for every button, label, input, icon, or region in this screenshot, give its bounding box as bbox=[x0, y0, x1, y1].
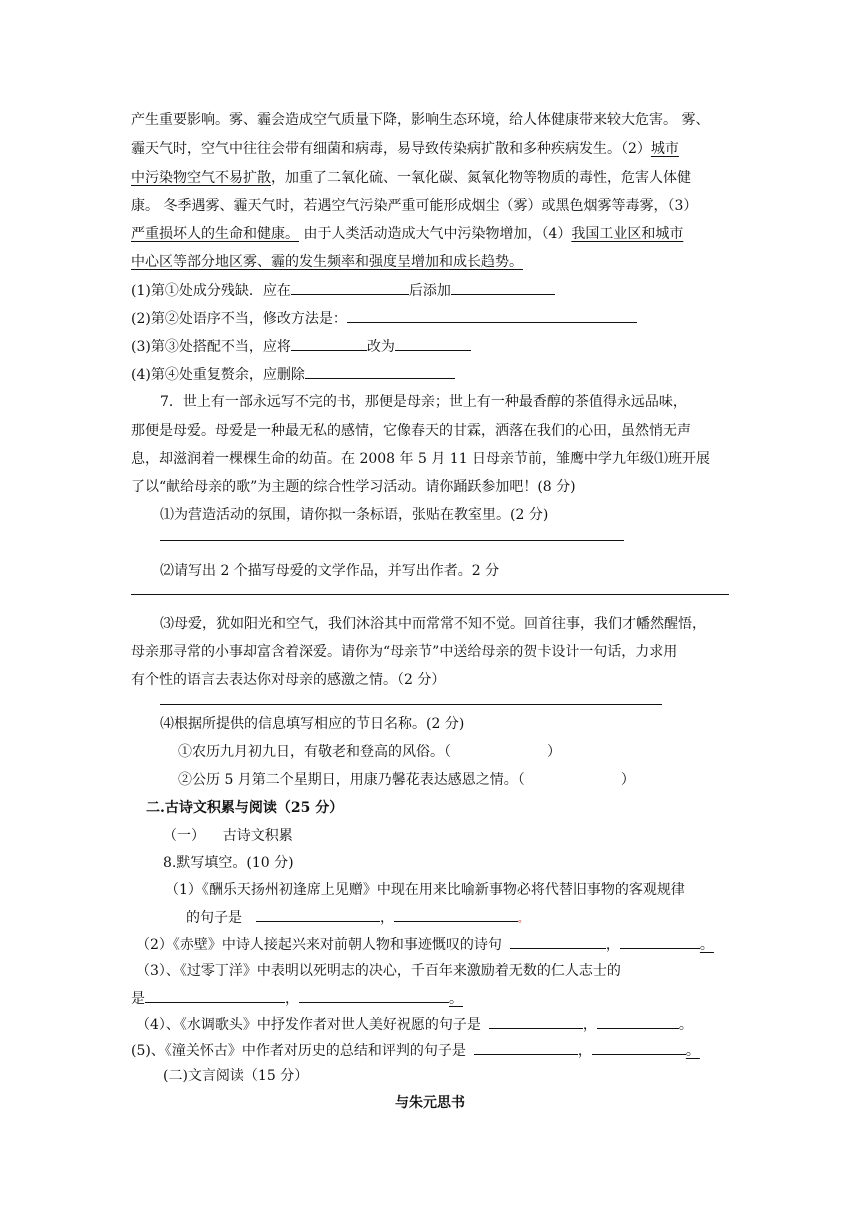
period: 。 bbox=[699, 937, 714, 953]
q8-item-3-text: 是 bbox=[131, 991, 145, 1007]
q8-item-1-line-1: （1）《酬乐天扬州初逢席上见赠》中现在用来比喻新事物必将代替旧事物的客观规律 bbox=[165, 882, 685, 898]
intro-line-1: 产生重要影响。雾、霾会造成空气质量下降，影响生态环境，给人体健康带来较大危害。 雾、 bbox=[131, 112, 710, 128]
q7-line-1: 7．世上有一部永远写不完的书，那便是母亲；世上有一种最香醇的茶值得永远品味， bbox=[160, 394, 687, 410]
q7-line-2: 那便是母爱。母爱是一种最无私的感情，它像春天的甘霖，洒落在我们的心田，虽然悄无声 bbox=[131, 423, 691, 439]
close-paren: ） bbox=[547, 744, 561, 760]
subsection-1-title: （一） 古诗文积累 bbox=[163, 828, 293, 844]
section-2-title: 二.古诗文积累与阅读（25 分） bbox=[146, 800, 344, 816]
q8-item-1-text: 的句子是 bbox=[186, 910, 242, 926]
period: 。 bbox=[518, 914, 528, 925]
q8-title: 8.默写填空。(10 分) bbox=[163, 855, 294, 871]
q8-item-2 bbox=[136, 934, 714, 955]
answer-blank[interactable] bbox=[299, 988, 449, 1003]
answer-blank[interactable] bbox=[489, 1014, 583, 1029]
passage-title: 与朱元思书 bbox=[395, 1095, 465, 1111]
q6-item-3 bbox=[131, 336, 471, 357]
q7-part-3-line-1: ⑶母爱，犹如阳光和空气，我们沐浴其中而常常不知不觉。回首往事，我们才幡然醒悟， bbox=[160, 616, 706, 632]
q7-part-3-line-3: 有个性的语言去表达你对母亲的感激之情。（2 分） bbox=[131, 672, 446, 688]
intro-text: 霾天气时，空气中往往会带有细菌和病毒，易导致传染病扩散和多种疾病发生。（2） bbox=[131, 141, 651, 157]
q8-item-5-text: (5)、《潼关怀古》中作者对历史的总结和评判的句子是 bbox=[131, 1043, 466, 1059]
comma: ， bbox=[380, 910, 394, 926]
answer-line[interactable] bbox=[160, 540, 624, 541]
q7-part-4-item-1 bbox=[178, 742, 561, 762]
q7-line-3: 息，却滋润着一棵棵生命的幼苗。在 2008 年 5 月 11 日母亲节前，雏鹰中学九年级⑴班开展 bbox=[131, 451, 711, 467]
q7-part-4-item-2-text: ②公历 5 月第二个星期日，用康乃馨花表达感恩之情。（ bbox=[178, 772, 525, 788]
q8-item-2-text: （2）《赤壁》中诗人接起兴来对前朝人物和事迹慨叹的诗句 bbox=[136, 937, 502, 953]
answer-blank[interactable] bbox=[592, 1040, 686, 1055]
answer-blank[interactable] bbox=[256, 907, 380, 922]
q7-part-4-item-1-text: ①农历九月初九日，有敬老和登高的风俗。（ bbox=[178, 744, 451, 760]
comma: ， bbox=[605, 937, 620, 953]
intro-line-2 bbox=[131, 139, 679, 159]
comma: ， bbox=[582, 1017, 597, 1033]
q8-item-5 bbox=[131, 1040, 700, 1061]
q7-part-1: ⑴为营造活动的氛围，请你拟一条标语，张贴在教室里。(2 分) bbox=[160, 507, 549, 523]
intro-line-5 bbox=[131, 224, 683, 244]
q6-item-4 bbox=[131, 364, 455, 385]
intro-line-4: 康。 冬季遇雾、霾天气时，若遇空气污染严重可能形成烟尘（雾）或黑色烟雾等毒雾，（3） bbox=[131, 198, 698, 214]
q6-item-1-text-b: 后添加 bbox=[408, 283, 451, 299]
intro-text: 由于人类活动造成大气中污染物增加，（4） bbox=[299, 226, 572, 242]
answer-line[interactable] bbox=[160, 704, 662, 705]
close-paren: ） bbox=[620, 772, 635, 788]
period: 。 bbox=[449, 991, 463, 1007]
q7-part-3-line-2: 母亲那寻常的小事却富含着深爱。请你为“母亲节”中送给母亲的贺卡设计一句话，力求用 bbox=[131, 644, 678, 660]
q7-part-4: ⑷根据所提供的信息填写相应的节日名称。(2 分) bbox=[160, 716, 465, 732]
answer-blank[interactable] bbox=[394, 907, 518, 922]
answer-line[interactable] bbox=[131, 594, 729, 595]
period: 。 bbox=[685, 1043, 700, 1059]
q7-part-2: ⑵请写出 2 个描写母爱的文学作品，并写出作者。2 分 bbox=[160, 563, 500, 579]
answer-blank[interactable] bbox=[395, 336, 471, 351]
intro-text: ，加重了二氧化硫、一氧化碳、氮氧化物等物质的毒性，危害人体健 bbox=[271, 170, 691, 186]
underlined-phrase-2: 城市 bbox=[650, 141, 679, 157]
underlined-phrase-4: 我国工业区和城市 bbox=[571, 226, 684, 242]
underlined-phrase-4-cont: 中心区等部分地区雾、霾的发生频率和强度呈增加和成长趋势。 bbox=[131, 254, 523, 270]
subsection-2-title: (二)文言阅读（15 分） bbox=[163, 1068, 309, 1084]
q8-item-4 bbox=[136, 1014, 693, 1035]
underlined-phrase-2-cont: 中污染物空气不易扩散 bbox=[131, 170, 271, 186]
q6-item-4-text: (4)第④处重复赘余，应删除 bbox=[131, 367, 305, 383]
answer-blank[interactable] bbox=[347, 308, 637, 323]
q8-item-3-line-2 bbox=[131, 988, 463, 1009]
comma: ， bbox=[577, 1043, 592, 1059]
q7-part-4-item-2 bbox=[178, 770, 635, 790]
answer-blank[interactable] bbox=[620, 934, 700, 949]
q8-item-4-text: （4）、《水调歌头》中抒发作者对世人美好祝愿的句子是 bbox=[136, 1017, 481, 1033]
answer-blank[interactable] bbox=[305, 364, 455, 379]
q6-item-3-text-b: 改为 bbox=[366, 339, 395, 355]
answer-blank[interactable] bbox=[597, 1014, 679, 1029]
period: 。 bbox=[678, 1017, 693, 1033]
q8-item-3-line-1: （3）、《过零丁洋》中表明以死明志的决心，千百年来激励着无数的仁人志士的 bbox=[136, 963, 621, 979]
q6-item-2-text: (2)第②处语序不当，修改方法是： bbox=[131, 311, 347, 327]
q6-item-1-text: (1)第①处成分残缺．应在 bbox=[131, 283, 291, 299]
intro-line-3 bbox=[131, 168, 691, 188]
q7-line-4: 了以“献给母亲的歌”为主题的综合性学习活动。请你踊跃参加吧！(8 分) bbox=[131, 479, 576, 495]
answer-blank[interactable] bbox=[510, 934, 606, 949]
answer-blank[interactable] bbox=[451, 280, 555, 295]
q6-item-2 bbox=[131, 308, 637, 329]
answer-blank[interactable] bbox=[145, 988, 285, 1003]
answer-blank[interactable] bbox=[474, 1040, 578, 1055]
q8-item-1-line-2 bbox=[186, 907, 528, 930]
q6-item-3-text: (3)第③处搭配不当，应将 bbox=[131, 339, 291, 355]
comma: ， bbox=[285, 991, 299, 1007]
q6-item-1 bbox=[131, 280, 555, 301]
answer-blank[interactable] bbox=[291, 280, 409, 295]
underlined-phrase-3: 严重损坏人的生命和健康。 bbox=[131, 226, 299, 242]
answer-blank[interactable] bbox=[291, 336, 367, 351]
